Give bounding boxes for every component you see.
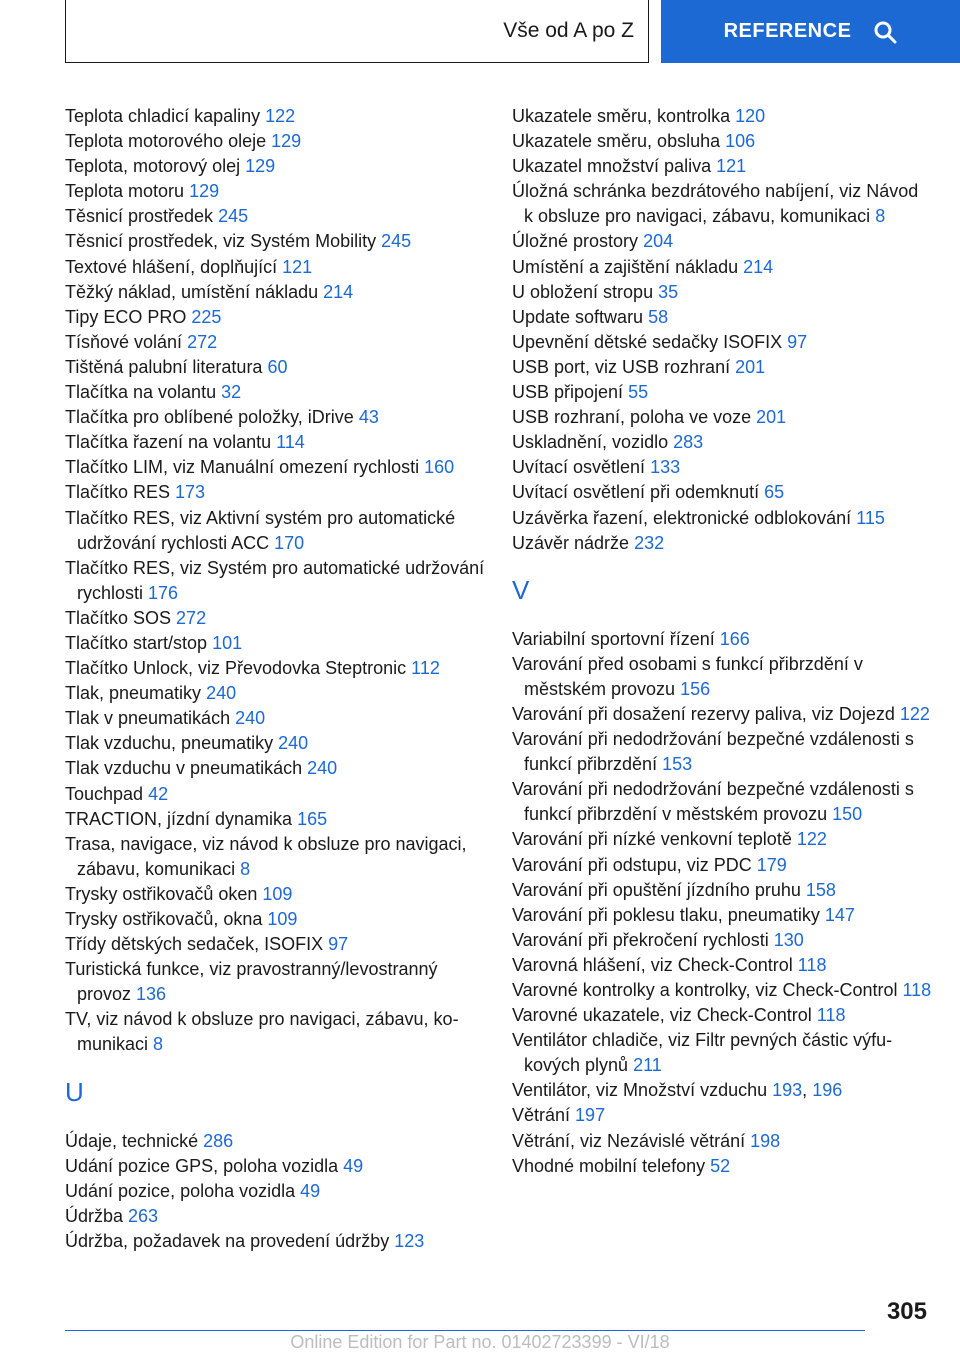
index-entry-text: Trasa, navigace, viz návod k obsluze pro navigaci, zábavu, komunikaci <box>65 833 467 879</box>
page-reference-link[interactable]: 121 <box>716 156 747 177</box>
index-entry <box>512 104 932 129</box>
page-reference-link[interactable]: 130 <box>773 929 804 950</box>
page-reference-link[interactable]: 198 <box>750 1130 781 1151</box>
index-entry-text: Údržba <box>65 1205 129 1226</box>
page-reference-link[interactable]: 42 <box>148 783 169 804</box>
index-entry <box>65 506 485 556</box>
index-entry <box>65 631 485 656</box>
index-entry-text: Uzávěr nádrže <box>512 532 635 553</box>
page-reference-link[interactable]: 109 <box>267 909 298 929</box>
index-entry <box>512 1103 932 1128</box>
index-entry <box>65 204 485 229</box>
index-entry <box>512 652 932 702</box>
index-entry-text: Update softwaru <box>512 306 649 327</box>
page-reference-link[interactable]: 240 <box>278 733 309 754</box>
index-entry <box>65 430 485 455</box>
page-reference-link[interactable]: 118 <box>902 980 932 1000</box>
index-entry <box>65 1154 485 1179</box>
index-entry <box>512 280 932 305</box>
index-entry <box>65 1179 485 1204</box>
index-entry <box>65 681 485 706</box>
index-entry-text: Tipy ECO PRO <box>65 306 192 327</box>
page-reference-link[interactable]: 109 <box>262 883 293 904</box>
index-entry-text: Tlačítka na volantu <box>65 382 222 403</box>
index-entry-text: Trysky ostřikovačů oken <box>65 883 263 904</box>
index-entry-text: Úložná schránka bezdrátového nabíjení, viz Návod k obsluze pro navigaci, zábavu, komunikaci <box>512 181 919 227</box>
index-entry-text: USB připojení <box>512 382 629 403</box>
index-entry-text: Touchpad <box>65 783 149 804</box>
index-entry-text: U obložení stropu <box>512 281 659 302</box>
index-letter-v: V <box>512 574 530 605</box>
index-entry <box>512 355 932 380</box>
index-entry-text: Teplota motoru <box>65 181 190 202</box>
index-entry <box>512 978 932 1003</box>
index-entry <box>65 380 485 405</box>
index-entry-text: Udání pozice GPS, poloha vozidla <box>65 1155 344 1176</box>
index-entry <box>65 129 485 154</box>
index-entry <box>512 627 932 652</box>
index-entry-text: Teplota chladicí kapaliny <box>65 106 266 126</box>
index-entry-text: TV, viz návod k obsluze pro navigaci, zábavu, komunikaci <box>65 1009 459 1055</box>
index-entry-text: Varování při dosažení rezervy paliva, viz Dojezd <box>512 703 900 724</box>
page-reference-link[interactable]: 263 <box>128 1205 159 1226</box>
page-reference-link[interactable]: 8 <box>875 206 886 227</box>
index-entry-text: Teplota, motorový olej <box>65 156 246 177</box>
page-reference-link[interactable]: 115 <box>856 507 885 528</box>
search-icon[interactable] <box>873 20 897 44</box>
page-reference-link[interactable]: 150 <box>832 804 863 825</box>
index-entry-text: Údržba, požadavek na provedení údržby <box>65 1230 395 1251</box>
index-entry <box>65 405 485 430</box>
page-reference-link[interactable]: 211 <box>633 1055 662 1076</box>
index-entry-text: Těsnicí prostředek, viz Systém Mobility <box>65 231 382 252</box>
page-reference-link[interactable]: 214 <box>323 281 354 302</box>
footer-edition: Online Edition for Part no. 01402723399 - VI/18 <box>290 1332 670 1352</box>
index-letter-u: U <box>65 1076 84 1107</box>
index-entry <box>512 1078 932 1103</box>
index-entry-text: Těsnicí prostředek <box>65 206 219 227</box>
index-entry-text: Varovné kontrolky a kontrolky, viz Check-Control <box>512 980 903 1000</box>
page-reference-link[interactable]: 129 <box>245 156 276 177</box>
index-entry-text: Varování při nedodržování bezpečné vzdálenosti s funkcí přibrzdění <box>512 729 914 775</box>
index-column-left <box>65 104 485 1254</box>
page-reference-link[interactable]: 129 <box>189 181 220 202</box>
page-reference-link[interactable]: 232 <box>634 532 665 553</box>
page-reference-link[interactable]: 158 <box>805 879 836 900</box>
index-entry <box>512 827 932 852</box>
page-reference-link[interactable]: 35 <box>658 281 679 302</box>
index-entry-text: Ventilátor chladiče, viz Filtr pevných částic výfukových plynů <box>512 1030 893 1076</box>
index-entry-text: Textové hlášení, doplňující <box>65 256 283 277</box>
index-entry-text: Tlačítko Unlock, viz Převodovka Steptronic <box>65 658 412 679</box>
page-reference-link[interactable]: 122 <box>796 829 827 850</box>
index-entry <box>65 229 485 254</box>
reference-label: REFERENCE <box>723 20 852 42</box>
reference-tab[interactable] <box>661 0 960 63</box>
index-entry <box>512 853 932 878</box>
page-number: 305 <box>886 1298 927 1325</box>
index-entry-text: Varování při odstupu, viz PDC <box>512 854 757 875</box>
index-entry <box>512 330 932 355</box>
index-entry <box>65 280 485 305</box>
index-entry <box>512 953 932 978</box>
page-reference-link[interactable]: 133 <box>650 457 681 478</box>
index-entry <box>512 777 932 827</box>
index-entry-text: Tlačítko RES, viz Aktivní systém pro automatické udržování rychlosti ACC <box>65 507 456 553</box>
index-entry-text: Varovná hlášení, viz Check-Control <box>512 954 798 975</box>
index-entry-text: Tlačítka pro oblíbené položky, iDrive <box>65 407 359 428</box>
page-reference-link[interactable]: 118 <box>816 1005 846 1026</box>
page-reference-link[interactable]: 112 <box>411 658 440 679</box>
index-entry <box>512 305 932 330</box>
page-reference-link[interactable]: 245 <box>218 206 249 227</box>
page-reference-link[interactable]: 179 <box>756 854 787 875</box>
index-entry-text: Větrání, viz Nezávislé větrání <box>512 1130 751 1151</box>
index-entry-text: Uzávěrka řazení, elektronické odblokování <box>512 507 857 528</box>
index-entry <box>512 405 932 430</box>
page-reference-link[interactable]: 114 <box>276 432 305 453</box>
index-entry <box>65 606 485 631</box>
index-entry-text: Tlačítko SOS <box>65 607 177 628</box>
index-entry <box>512 480 932 505</box>
index-entry-text: Tlak, pneumatiky <box>65 683 207 704</box>
index-entry <box>65 882 485 907</box>
page-reference-link[interactable]: 43 <box>358 407 379 428</box>
page-reference-link[interactable]: 153 <box>662 754 693 775</box>
index-entry-text: Tlačítka řazení na volantu <box>65 432 277 453</box>
index-entry-text: Tlak vzduchu, pneumatiky <box>65 733 279 754</box>
page-reference-link[interactable]: 225 <box>191 306 222 327</box>
index-entry <box>512 455 932 480</box>
index-entry <box>512 531 932 556</box>
index-entry <box>65 731 485 756</box>
index-entry-text: Varování při opuštění jízdního pruhu <box>512 879 806 900</box>
page-reference-link[interactable]: 97 <box>328 934 349 955</box>
page-reference-separator: , <box>802 1080 813 1101</box>
page-reference-link[interactable]: 160 <box>424 457 455 478</box>
page-reference-link[interactable]: 240 <box>206 683 237 704</box>
index-entry <box>65 480 485 505</box>
index-entry <box>65 1007 485 1057</box>
page-reference-link[interactable]: 136 <box>136 984 167 1005</box>
page-reference-link[interactable]: 49 <box>343 1155 364 1176</box>
page-reference-link[interactable]: 173 <box>175 482 206 503</box>
page-reference-link[interactable]: 286 <box>203 1130 234 1151</box>
index-entry <box>65 355 485 380</box>
page-reference-link[interactable]: 193 <box>772 1080 803 1101</box>
page-reference-link[interactable]: 283 <box>673 432 704 453</box>
index-entry <box>512 430 932 455</box>
index-entry-text: Těžký náklad, umístění nákladu <box>65 281 324 302</box>
index-entry <box>65 706 485 731</box>
index-entry-text: USB rozhraní, poloha ve voze <box>512 407 757 428</box>
index-entry <box>65 179 485 204</box>
page-reference-link[interactable]: 204 <box>643 231 674 252</box>
page-reference-link[interactable]: 272 <box>187 331 218 352</box>
page-reference-link[interactable]: 196 <box>812 1080 843 1101</box>
index-entry-text: Uskladnění, vozidlo <box>512 432 674 453</box>
page-reference-link[interactable]: 214 <box>743 256 774 277</box>
index-entry-text: Umístění a zajištění nákladu <box>512 256 744 277</box>
index-entry-text: Úložné prostory <box>512 231 644 252</box>
index-entry-text: Tlačítko RES, viz Systém pro automatické udržování rychlosti <box>65 557 485 603</box>
index-entry-text: Varování při poklesu tlaku, pneumatiky <box>512 904 825 925</box>
index-entry <box>65 907 485 932</box>
page-reference-link[interactable]: 118 <box>797 954 827 975</box>
page-reference-link[interactable]: 8 <box>153 1034 164 1055</box>
index-entry-text: Tlačítko LIM, viz Manuální omezení rychlosti <box>65 457 425 478</box>
page-reference-link[interactable]: 245 <box>381 231 412 252</box>
page-reference-link[interactable]: 240 <box>307 758 338 779</box>
page-reference-link[interactable]: 122 <box>899 703 930 724</box>
index-entry <box>65 1229 485 1254</box>
page-reference-link[interactable]: 156 <box>680 678 711 699</box>
index-entry-text: Varování před osobami s funkcí přibrzdění v městském provozu <box>512 653 863 699</box>
index-entry <box>512 928 932 953</box>
index-entry <box>65 756 485 781</box>
index-entry <box>65 932 485 957</box>
index-entry-text: Varování při nízké venkovní teplotě <box>512 829 797 850</box>
page-reference-link[interactable]: 120 <box>735 106 766 126</box>
index-entry <box>512 878 932 903</box>
index-entry <box>512 1003 932 1028</box>
index-entry <box>512 506 932 531</box>
index-entry <box>65 305 485 330</box>
index-entry <box>512 903 932 928</box>
index-entry-text: Trysky ostřikovačů, okna <box>65 909 268 929</box>
page-reference-link[interactable]: 97 <box>787 331 808 352</box>
index-entry <box>65 255 485 280</box>
page-reference-link[interactable]: 240 <box>235 708 266 729</box>
index-entry <box>512 1028 932 1078</box>
page-reference-link[interactable]: 197 <box>575 1105 606 1126</box>
page-reference-link[interactable]: 60 <box>267 356 288 377</box>
index-entry <box>512 380 932 405</box>
index-entry-text: Tlačítko RES <box>65 482 176 503</box>
index-entry <box>512 702 932 727</box>
index-entry-text: Variabilní sportovní řízení <box>512 628 720 649</box>
index-entry-text: Teplota motorového oleje <box>65 131 272 152</box>
index-entry-text: Tísňové volání <box>65 331 188 352</box>
page-reference-link[interactable]: 165 <box>297 808 328 829</box>
index-entry-text: Tlak vzduchu v pneumatikách <box>65 758 308 779</box>
page-reference-link[interactable]: 122 <box>265 106 296 126</box>
page-reference-link[interactable]: 170 <box>274 532 305 553</box>
index-entry-text: Varování při překročení rychlosti <box>512 929 774 950</box>
index-entry <box>65 957 485 1007</box>
index-entry-text: Tištěná palubní literatura <box>65 356 268 377</box>
page-reference-link[interactable]: 123 <box>394 1230 425 1251</box>
index-entry <box>65 154 485 179</box>
index-entry <box>65 807 485 832</box>
page-reference-link[interactable]: 65 <box>764 482 785 503</box>
page-reference-link[interactable]: 166 <box>719 628 750 649</box>
index-entry-text: USB port, viz USB rozhraní <box>512 356 736 377</box>
page-reference-link[interactable]: 272 <box>176 607 207 628</box>
index-entry-text: TRACTION, jízdní dynamika <box>65 808 298 829</box>
index-entry-text: Tlačítko start/stop <box>65 632 213 653</box>
section-title: Vše od A po Z <box>503 19 634 42</box>
index-entry-text: Větrání <box>512 1105 576 1126</box>
page-reference-link[interactable]: 147 <box>824 904 855 925</box>
index-entry-text: Vhodné mobilní telefony <box>512 1155 711 1176</box>
page-reference-link[interactable]: 121 <box>282 256 313 277</box>
page-reference-link[interactable]: 106 <box>725 131 756 152</box>
index-entry-text: Třídy dětských sedaček, ISOFIX <box>65 934 329 955</box>
index-entry <box>512 727 932 777</box>
index-entry-text: Udání pozice, poloha vozidla <box>65 1180 301 1201</box>
index-entry <box>65 455 485 480</box>
index-entry-text: Uvítací osvětlení při odemknutí <box>512 482 765 503</box>
index-entry <box>65 832 485 882</box>
page-reference-link[interactable]: 101 <box>212 632 243 653</box>
index-entry <box>512 1129 932 1154</box>
index-entry <box>512 255 932 280</box>
index-entry-text: Ukazatele směru, obsluha <box>512 131 726 152</box>
index-entry-text: Varovné ukazatele, viz Check-Control <box>512 1005 817 1026</box>
index-entry <box>512 1154 932 1179</box>
page-reference-link[interactable]: 201 <box>735 356 766 377</box>
page-reference-link[interactable]: 49 <box>300 1180 321 1201</box>
index-entry <box>65 1129 485 1154</box>
index-entry <box>65 656 485 681</box>
index-entry <box>65 782 485 807</box>
footer-divider <box>65 1330 865 1331</box>
index-entry-text: Údaje, technické <box>65 1130 204 1151</box>
page-reference-link[interactable]: 58 <box>648 306 669 327</box>
page-reference-link[interactable]: 32 <box>221 382 242 403</box>
section-title-box <box>65 0 649 63</box>
page-reference-link[interactable]: 55 <box>628 382 649 403</box>
page-reference-link[interactable]: 8 <box>240 858 251 879</box>
index-entry <box>65 1204 485 1229</box>
index-entry <box>512 179 932 229</box>
index-column-right <box>512 104 932 1179</box>
page-reference-link[interactable]: 176 <box>148 582 179 603</box>
index-entry-text: Ventilátor, viz Množství vzduchu <box>512 1080 773 1101</box>
index-entry-text: Varování při nedodržování bezpečné vzdálenosti s funkcí přibrzdění v městském provozu <box>512 779 914 825</box>
index-entry <box>512 154 932 179</box>
index-entry-text: Upevnění dětské sedačky ISOFIX <box>512 331 788 352</box>
index-entry-text: Uvítací osvětlení <box>512 457 651 478</box>
index-entry-text: Ukazatele směru, kontrolka <box>512 106 736 126</box>
index-entry-text: Tlak v pneumatikách <box>65 708 236 729</box>
index-entry <box>65 104 485 129</box>
index-entry <box>512 229 932 254</box>
page-reference-link[interactable]: 52 <box>710 1155 731 1176</box>
index-entry <box>65 556 485 606</box>
page-reference-link[interactable]: 201 <box>756 407 787 428</box>
index-entry-text: Ukazatel množství paliva <box>512 156 717 177</box>
index-entry <box>512 129 932 154</box>
index-entry-text: Turistická funkce, viz pravostranný/levostranný provoz <box>65 959 438 1005</box>
page-reference-link[interactable]: 129 <box>271 131 302 152</box>
index-entry <box>65 330 485 355</box>
